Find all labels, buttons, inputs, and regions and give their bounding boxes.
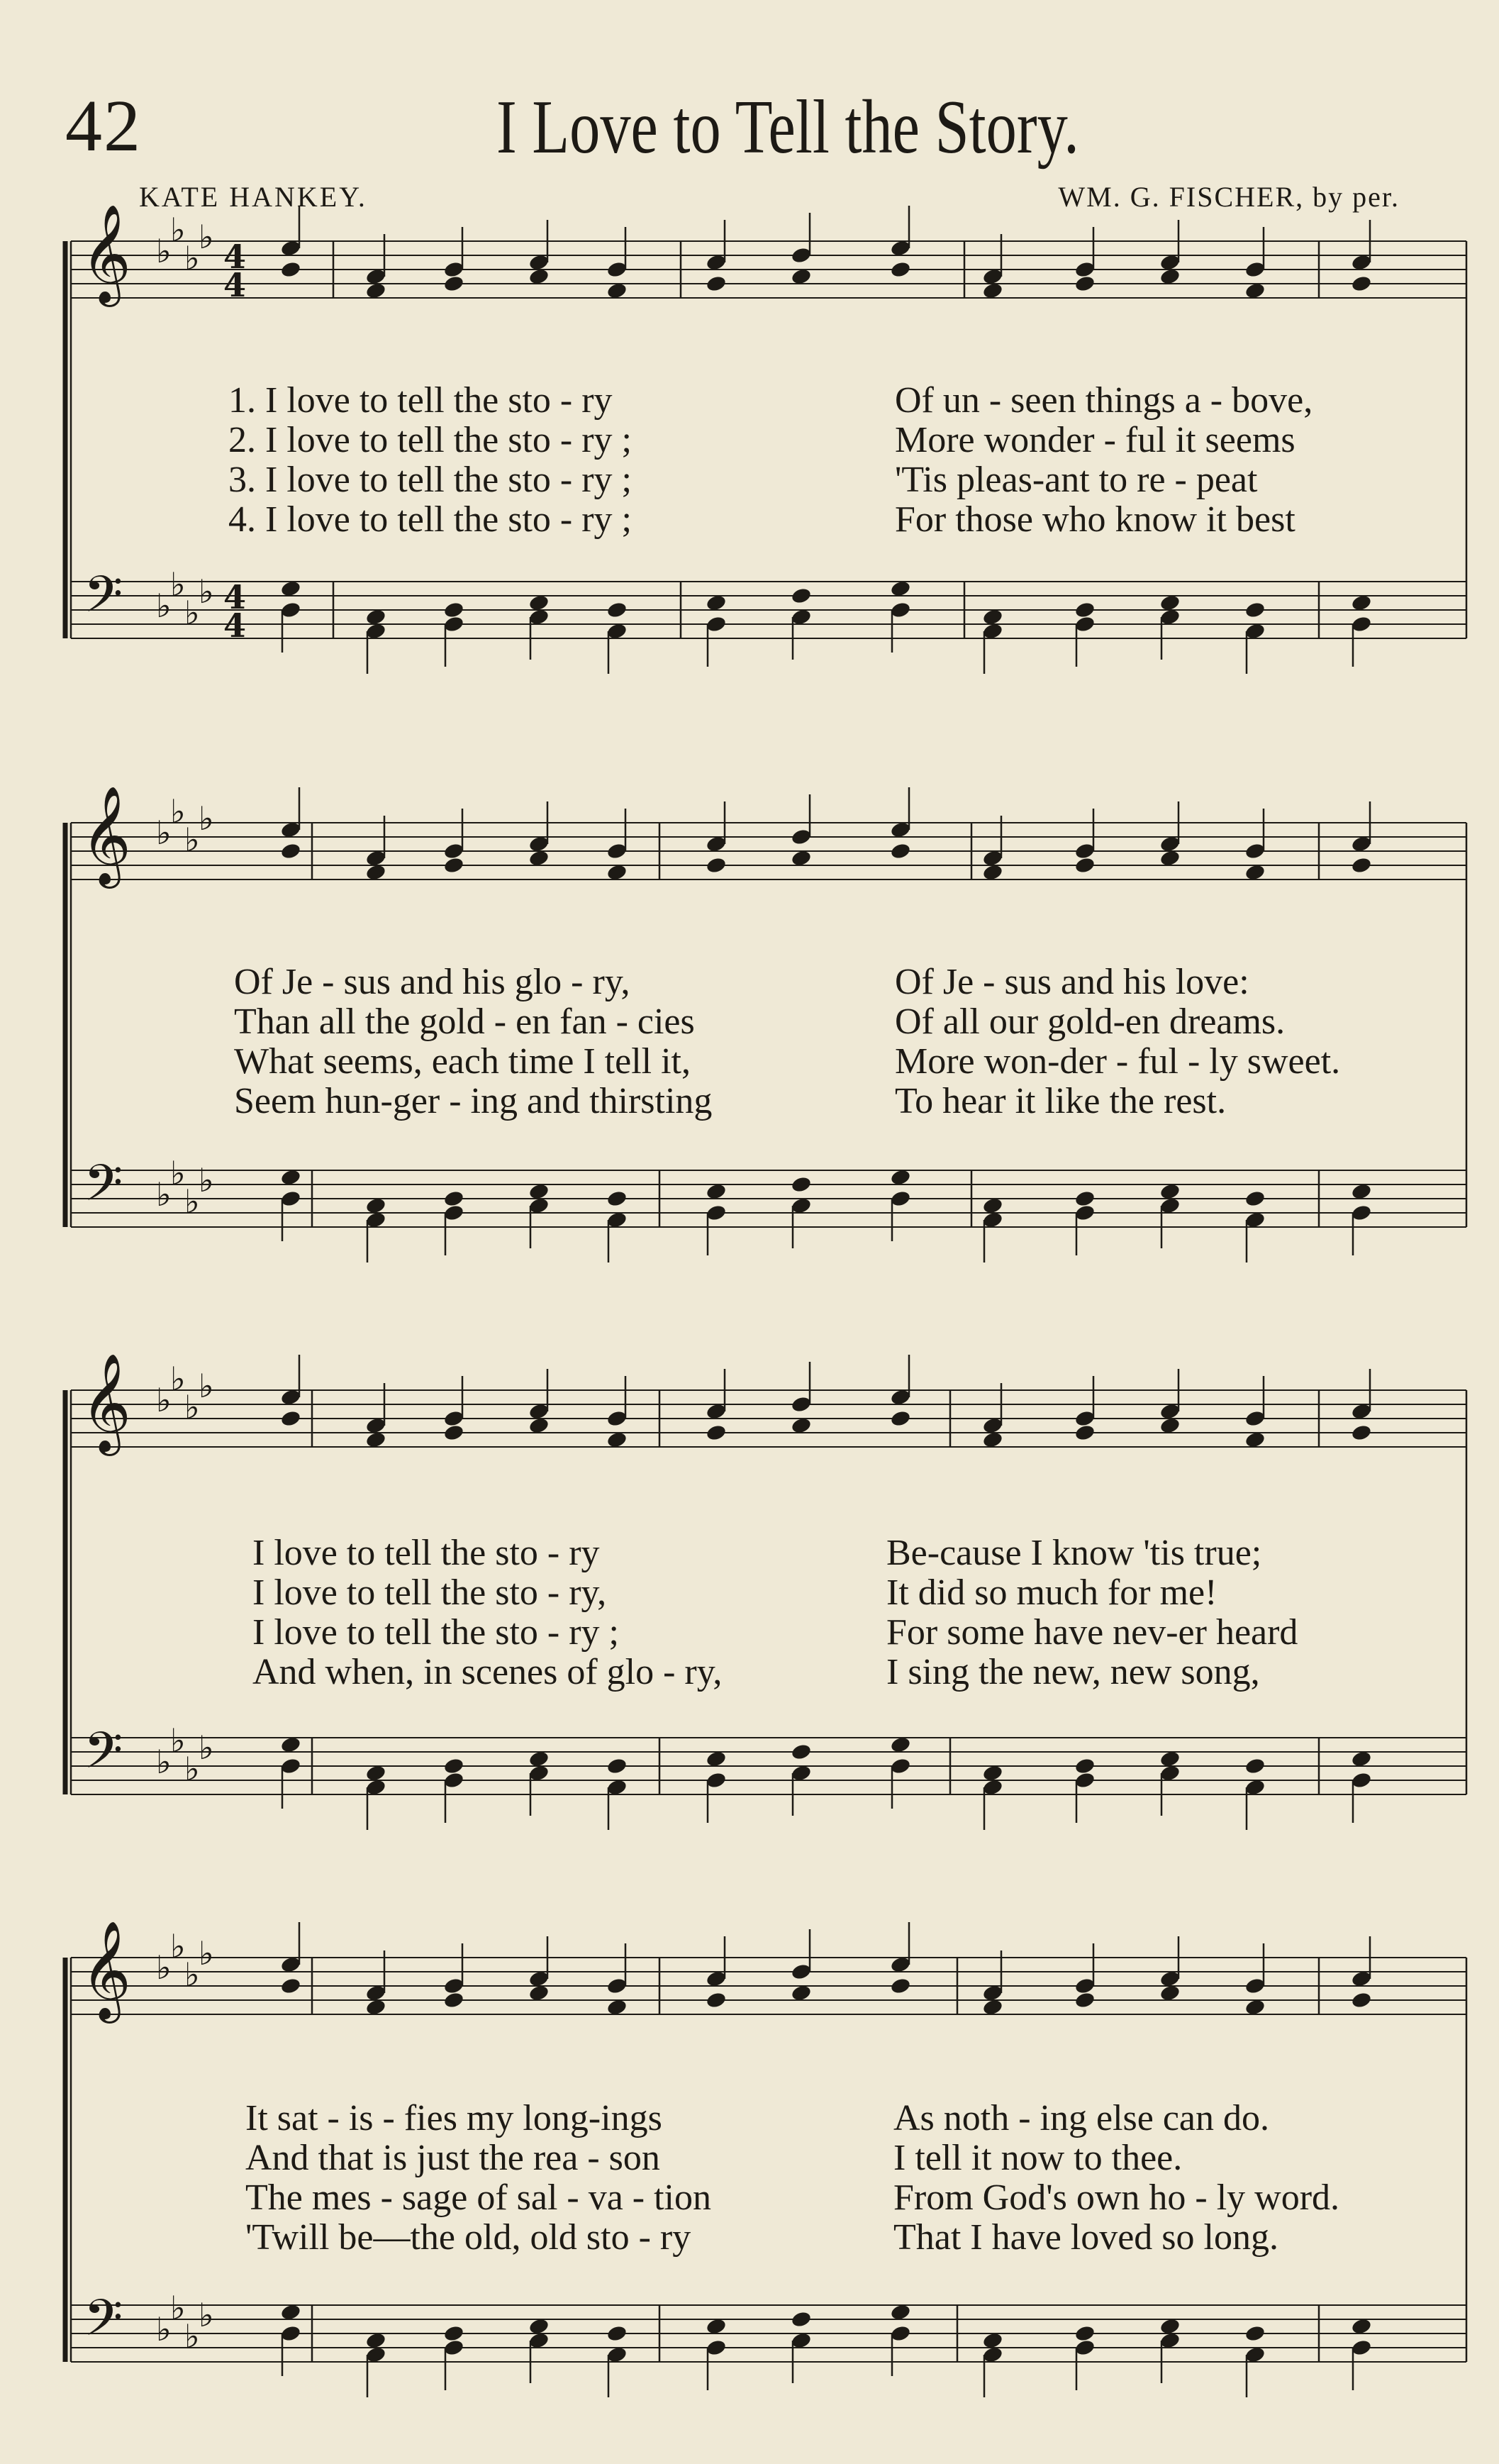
note-head (706, 1771, 728, 1789)
note-head (1244, 2346, 1266, 2364)
lyric-phrase: More won-der - ful - ly sweet. (895, 1041, 1341, 1082)
flat-icon: ♭ (184, 2317, 200, 2355)
note-head (1351, 1771, 1373, 1789)
note-head (706, 615, 728, 633)
note-head (791, 1416, 813, 1435)
flat-icon: ♭ (199, 1367, 214, 1405)
note-head (1244, 1189, 1266, 1208)
note-head (1244, 1977, 1266, 1995)
note-head (706, 1402, 728, 1421)
note-head (1351, 1750, 1373, 1768)
note-head (528, 594, 550, 612)
flat-icon: ♭ (199, 2296, 214, 2334)
note-head (1159, 1402, 1181, 1421)
note-head (606, 1778, 628, 1797)
note-head (443, 2324, 465, 2343)
note-head (280, 1189, 302, 1208)
note-head (365, 2331, 387, 2350)
note-head (1351, 1204, 1373, 1222)
note-head (365, 1778, 387, 1797)
note-head (1244, 842, 1266, 860)
note-head (1159, 608, 1181, 626)
flat-icon: ♭ (170, 1360, 186, 1398)
flat-icon: ♭ (156, 1175, 172, 1214)
lyric-phrase: As noth - ing else can do. (893, 2098, 1270, 2138)
note-head (890, 1409, 912, 1428)
note-head (1159, 835, 1181, 853)
note-head (791, 1984, 813, 2002)
note-head (443, 1757, 465, 1775)
note-head (982, 1197, 1004, 1215)
note-head (1159, 1182, 1181, 1201)
note-head (706, 2338, 728, 2357)
lyric-phrase: The mes - sage of sal - va - tion (245, 2177, 712, 2218)
flat-icon: ♭ (184, 239, 200, 277)
treble-clef-icon: 𝄞 (81, 1921, 131, 2019)
flat-icon: ♭ (184, 1955, 200, 1994)
note-head (365, 1998, 387, 2016)
lyric-phrase: Be-cause I know 'tis true; (886, 1533, 1262, 1573)
lyric-phrase: I tell it now to thee. (893, 2138, 1183, 2178)
flat-icon: ♭ (156, 1948, 172, 1987)
note-head (1244, 1778, 1266, 1797)
note-head (1244, 601, 1266, 619)
bass-clef-icon: 𝄢 (84, 565, 123, 636)
lyric-line (0, 419, 1499, 459)
lyric-phrase: And that is just the rea - son (245, 2138, 660, 2178)
note-head (528, 1197, 550, 1215)
note-head (280, 2303, 302, 2321)
lyric-phrase: For some have nev-er heard (886, 1612, 1298, 1653)
note-head (443, 842, 465, 860)
note-head (890, 1189, 912, 1208)
lyric-line (0, 961, 1499, 1001)
note-head (1159, 1764, 1181, 1782)
note-head (1074, 2324, 1096, 2343)
note-head (706, 1970, 728, 1988)
note-head (365, 1764, 387, 1782)
note-head (1351, 594, 1373, 612)
note-head (982, 1416, 1004, 1435)
hymn-title: I Love to Tell the Story. (496, 85, 1079, 170)
flat-icon: ♭ (184, 1750, 200, 1788)
note-head (443, 1771, 465, 1789)
note-head (606, 863, 628, 882)
note-head (1074, 1424, 1096, 1442)
lyric-phrase: 3. I love to tell the sto - ry ; (228, 460, 633, 500)
note-head (528, 1764, 550, 1782)
note-head (890, 2324, 912, 2343)
note-head (606, 842, 628, 860)
note-head (890, 2303, 912, 2321)
note-head (1351, 1970, 1373, 1988)
note-head (982, 2346, 1004, 2364)
lyric-phrase: 'Tis pleas-ant to re - peat (895, 460, 1258, 500)
note-head (365, 1211, 387, 1229)
flat-icon: ♭ (199, 1728, 214, 1767)
lyric-phrase: Of all our gold-en dreams. (895, 1001, 1286, 1042)
note-head (606, 1431, 628, 1449)
note-head (606, 2324, 628, 2343)
note-head (280, 842, 302, 860)
note-head (982, 863, 1004, 882)
flat-icon: ♭ (170, 792, 186, 831)
composer-credit: WM. G. FISCHER, by per. (1058, 181, 1400, 213)
note-head (365, 2346, 387, 2364)
note-head (443, 1424, 465, 1442)
note-head (606, 1211, 628, 1229)
lyric-line (0, 379, 1499, 419)
note-head (1159, 594, 1181, 612)
note-head (706, 1182, 728, 1201)
flat-icon: ♭ (199, 1161, 214, 1199)
note-head (280, 1977, 302, 1995)
note-head (791, 849, 813, 867)
lyric-line (0, 1080, 1499, 1120)
note-head (1244, 1409, 1266, 1428)
note-head (443, 1977, 465, 1995)
lyric-phrase: Of un - seen things a - bove, (895, 380, 1313, 421)
time-signature: 4 (223, 238, 247, 276)
lyric-phrase: For those who know it best (895, 499, 1295, 540)
note-head (982, 622, 1004, 640)
note-head (890, 842, 912, 860)
note-head (1159, 1750, 1181, 1768)
note-head (280, 579, 302, 598)
lyric-line (0, 1532, 1499, 1572)
note-head (528, 1970, 550, 1988)
bass-clef-icon: 𝄢 (84, 2289, 123, 2360)
note-head (791, 587, 813, 605)
note-head (1351, 2338, 1373, 2357)
note-head (1351, 1182, 1373, 1201)
time-signature: 4 (223, 266, 247, 304)
note-head (1074, 1204, 1096, 1222)
note-head (982, 2331, 1004, 2350)
note-head (706, 2317, 728, 2336)
note-head (443, 615, 465, 633)
lyric-phrase: Of Je - sus and his glo - ry, (234, 962, 630, 1002)
note-head (1351, 1424, 1373, 1442)
note-head (1244, 1431, 1266, 1449)
note-head (1159, 1970, 1181, 1988)
lyric-phrase: More wonder - ful it seems (895, 420, 1295, 460)
note-head (1074, 601, 1096, 619)
flat-icon: ♭ (156, 1381, 172, 1419)
note-head (280, 2324, 302, 2343)
note-head (791, 608, 813, 626)
note-head (528, 1182, 550, 1201)
note-head (1074, 2338, 1096, 2357)
note-head (706, 1991, 728, 2009)
flat-icon: ♭ (199, 1934, 214, 1972)
bass-clef-icon: 𝄢 (84, 1721, 123, 1792)
note-head (791, 1963, 813, 1981)
note-head (280, 1168, 302, 1187)
note-head (528, 1750, 550, 1768)
note-head (443, 856, 465, 875)
lyric-line (0, 499, 1499, 538)
flat-icon: ♭ (170, 2289, 186, 2327)
note-head (1244, 1211, 1266, 1229)
flat-icon: ♭ (199, 572, 214, 611)
lyric-phrase: 'Twill be—the old, old sto - ry (245, 2217, 691, 2258)
note-head (890, 1955, 912, 1974)
flat-icon: ♭ (184, 1388, 200, 1426)
note-head (890, 1736, 912, 1754)
flat-icon: ♭ (170, 1927, 186, 1965)
note-head (791, 828, 813, 846)
lyric-phrase: What seems, each time I tell it, (234, 1041, 691, 1082)
note-head (791, 1197, 813, 1215)
note-head (1351, 615, 1373, 633)
lyric-phrase: It did so much for me! (886, 1572, 1217, 1613)
lyric-phrase: From God's own ho - ly word. (893, 2177, 1340, 2218)
note-head (1244, 863, 1266, 882)
note-head (280, 1955, 302, 1974)
note-head (365, 608, 387, 626)
note-head (1074, 615, 1096, 633)
treble-clef-icon: 𝄞 (81, 1353, 131, 1452)
note-head (443, 1991, 465, 2009)
note-head (1074, 1977, 1096, 1995)
note-head (365, 863, 387, 882)
note-head (365, 622, 387, 640)
flat-icon: ♭ (156, 232, 172, 270)
flat-icon: ♭ (184, 821, 200, 859)
note-head (443, 1189, 465, 1208)
flat-icon: ♭ (170, 211, 186, 249)
flat-icon: ♭ (170, 1154, 186, 1192)
note-head (1074, 1409, 1096, 1428)
note-head (706, 856, 728, 875)
note-head (890, 821, 912, 839)
note-head (280, 601, 302, 619)
note-head (890, 1977, 912, 1995)
note-head (890, 1388, 912, 1406)
lyric-line (0, 2177, 1499, 2216)
flat-icon: ♭ (184, 1182, 200, 1221)
note-head (706, 835, 728, 853)
flat-icon: ♭ (156, 587, 172, 625)
note-head (606, 1409, 628, 1428)
note-head (1159, 2317, 1181, 2336)
note-head (528, 2331, 550, 2350)
note-head (1159, 2331, 1181, 2350)
note-head (528, 849, 550, 867)
note-head (1159, 849, 1181, 867)
note-head (982, 1764, 1004, 1782)
note-head (1244, 1998, 1266, 2016)
note-head (982, 1431, 1004, 1449)
page-number: 42 (65, 85, 142, 167)
note-head (365, 849, 387, 867)
note-head (982, 1211, 1004, 1229)
note-head (443, 2338, 465, 2357)
note-head (365, 1197, 387, 1215)
note-head (1074, 1189, 1096, 1208)
note-head (1351, 1402, 1373, 1421)
note-head (1244, 2324, 1266, 2343)
lyric-phrase: Seem hun-ger - ing and thirsting (234, 1081, 713, 1121)
note-head (443, 1204, 465, 1222)
note-head (1074, 842, 1096, 860)
note-head (606, 601, 628, 619)
note-head (1074, 1771, 1096, 1789)
note-head (528, 835, 550, 853)
lyric-phrase: I love to tell the sto - ry ; (252, 1612, 620, 1653)
note-head (791, 1175, 813, 1194)
lyric-phrase: Than all the gold - en fan - cies (234, 1001, 695, 1042)
note-head (280, 1757, 302, 1775)
lyric-phrase: That I have loved so long. (893, 2217, 1278, 2258)
flat-icon: ♭ (170, 565, 186, 604)
note-head (443, 601, 465, 619)
note-head (528, 608, 550, 626)
lyric-line (0, 459, 1499, 499)
note-head (280, 821, 302, 839)
note-head (1244, 622, 1266, 640)
note-head (1159, 1197, 1181, 1215)
note-head (982, 1998, 1004, 2016)
note-head (280, 1388, 302, 1406)
note-head (706, 1424, 728, 1442)
note-head (791, 2310, 813, 2329)
note-head (791, 1395, 813, 1414)
note-head (1351, 2317, 1373, 2336)
flat-icon: ♭ (156, 2310, 172, 2348)
lyric-line (0, 1001, 1499, 1040)
note-head (706, 594, 728, 612)
note-head (606, 1998, 628, 2016)
lyric-line (0, 1572, 1499, 1611)
note-head (982, 1984, 1004, 2002)
time-signature: 4 (223, 606, 247, 645)
flat-icon: ♭ (184, 594, 200, 632)
time-signature: 4 (223, 578, 247, 616)
note-head (528, 1984, 550, 2002)
note-head (1351, 835, 1373, 853)
note-head (528, 2317, 550, 2336)
treble-clef-icon: 𝄞 (81, 204, 131, 303)
lyric-line (0, 2137, 1499, 2177)
note-head (890, 1168, 912, 1187)
note-head (1351, 1991, 1373, 2009)
note-head (791, 1764, 813, 1782)
note-head (890, 1757, 912, 1775)
note-head (1159, 1416, 1181, 1435)
flat-icon: ♭ (156, 1743, 172, 1781)
lyric-phrase: To hear it like the rest. (895, 1081, 1227, 1121)
lyric-line (0, 2097, 1499, 2137)
lyric-line (0, 1651, 1499, 1691)
note-head (365, 1984, 387, 2002)
note-head (365, 1431, 387, 1449)
lyricist-credit: KATE HANKEY. (139, 181, 367, 213)
note-head (606, 1189, 628, 1208)
treble-clef-icon: 𝄞 (81, 786, 131, 884)
bass-clef-icon: 𝄢 (84, 1154, 123, 1225)
note-head (365, 1416, 387, 1435)
lyric-line (0, 1040, 1499, 1080)
note-head (706, 1204, 728, 1222)
flat-icon: ♭ (156, 814, 172, 852)
note-head (890, 601, 912, 619)
lyric-phrase: 4. I love to tell the sto - ry ; (228, 499, 633, 540)
lyric-phrase: I sing the new, new song, (886, 1652, 1260, 1692)
note-head (1244, 1757, 1266, 1775)
flat-icon: ♭ (199, 218, 214, 256)
lyric-phrase: I love to tell the sto - ry, (252, 1572, 607, 1613)
note-head (791, 1743, 813, 1761)
note-head (528, 1402, 550, 1421)
lyric-phrase: 2. I love to tell the sto - ry ; (228, 420, 633, 460)
note-head (606, 1977, 628, 1995)
note-head (1074, 1757, 1096, 1775)
note-head (982, 1778, 1004, 1797)
note-head (791, 2331, 813, 2350)
lyric-phrase: And when, in scenes of glo - ry, (252, 1652, 723, 1692)
lyric-phrase: 1. I love to tell the sto - ry (228, 380, 613, 421)
note-head (982, 849, 1004, 867)
note-head (1074, 856, 1096, 875)
note-head (606, 2346, 628, 2364)
note-head (1074, 1991, 1096, 2009)
note-head (528, 1416, 550, 1435)
note-head (1159, 1984, 1181, 2002)
note-head (706, 1750, 728, 1768)
note-head (280, 1409, 302, 1428)
note-head (606, 622, 628, 640)
treble-staff-1 (0, 0, 1499, 369)
note-head (280, 1736, 302, 1754)
lyric-line (0, 1611, 1499, 1651)
flat-icon: ♭ (199, 799, 214, 838)
note-head (1351, 856, 1373, 875)
lyric-phrase: Of Je - sus and his love: (895, 962, 1249, 1002)
lyric-phrase: It sat - is - fies my long-ings (245, 2098, 662, 2138)
note-head (982, 608, 1004, 626)
note-head (606, 1757, 628, 1775)
note-head (443, 1409, 465, 1428)
lyric-phrase: I love to tell the sto - ry (252, 1533, 600, 1573)
note-head (890, 579, 912, 598)
flat-icon: ♭ (170, 1721, 186, 1760)
lyric-line (0, 2216, 1499, 2256)
